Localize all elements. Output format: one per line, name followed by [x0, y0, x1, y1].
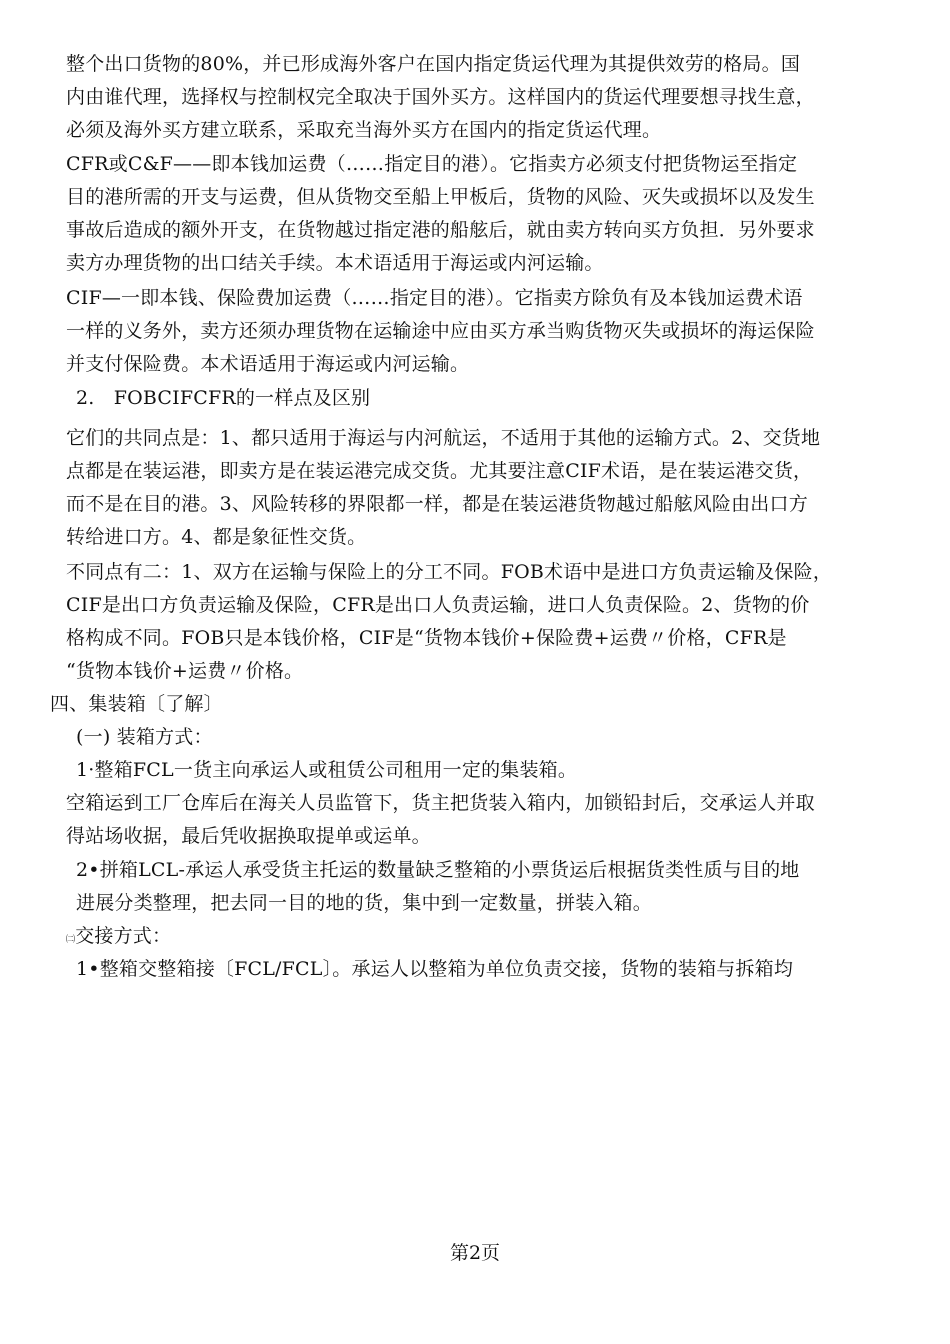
- body-line: 必须及海外买方建立联系，采取充当海外买方在国内的指定货运代理。: [66, 119, 662, 141]
- body-line: 目的港所需的开支与运费，但从货物交至船上甲板后，货物的风险、灭失或损坏以及发生: [66, 186, 815, 208]
- body-line: CIF是出口方负责运输及保险，CFR是出口人负责运输，进口人负责保险。2、货物的价: [66, 594, 810, 616]
- body-line: 它们的共同点是：1、都只适用于海运与内河航运，不适用于其他的运输方式。2、交货地: [66, 427, 821, 449]
- body-line: 事故后造成的额外开支，在货物越过指定港的船舷后，就由卖方转向买方负担．另外要求: [66, 219, 815, 241]
- subsection-heading: (一) 装箱方式：: [76, 726, 213, 748]
- page-number: 第2页: [449, 1242, 501, 1264]
- body-line: 1•整箱交整箱接〔FCL/FCL〕。承运人以整箱为单位负责交接，货物的装箱与拆箱均: [76, 958, 794, 980]
- body-line: 不同点有二：1、双方在运输与保险上的分工不同。FOB术语中是进口方负责运输及保险，: [66, 561, 833, 583]
- body-line: 内由谁代理，选择权与控制权完全取决于国外买方。这样国内的货运代理要想寻找生意，: [66, 86, 815, 108]
- body-line: CIF—一即本钱、保险费加运费（……指定目的港）。它指卖方除负有及本钱加运费术语: [66, 287, 803, 309]
- body-line: 得站场收据，最后凭收据换取提单或运单。: [66, 825, 431, 847]
- body-line: 卖方办理货物的出口结关手续。本术语适用于海运或内河运输。: [66, 252, 604, 274]
- body-line: 进展分类整理，把去同一目的地的货，集中到一定数量，拼装入箱。: [76, 892, 653, 914]
- subsection-heading-text: 交接方式：: [75, 925, 172, 947]
- body-line: 格构成不同。FOB只是本钱价格，CIF是“货物本钱价+保险费+运费〃价格，CFR是: [66, 627, 787, 649]
- body-line: 转给进口方。4、都是象征性交货。: [66, 526, 367, 548]
- body-line: 整个出口货物的80%，并已形成海外客户在国内指定货运代理为其提供效劳的格局。国: [66, 53, 801, 75]
- body-line: 点都是在装运港，即卖方是在装运港完成交货。尤其要注意CIF术语，是在装运港交货，: [66, 460, 813, 482]
- body-line: 一样的义务外，卖方还须办理货物在运输途中应由买方承当购货物灭失或损坏的海运保险: [66, 320, 815, 342]
- section-heading: 2. FOBCIFCFR的一样点及区别: [76, 387, 371, 409]
- body-line: CFR或C&F——即本钱加运费（……指定目的港）。它指卖方必须支付把货物运至指定: [66, 153, 798, 175]
- section-heading: 四、集装箱〔了解〕: [50, 693, 223, 715]
- body-line: 空箱运到工厂仓库后在海关人员监管下，货主把货装入箱内，加锁铅封后，交承运人并取: [66, 792, 815, 814]
- section-mark: ㈡: [66, 935, 76, 945]
- body-line: 1·整箱FCL一货主向承运人或租赁公司租用一定的集装箱。: [76, 759, 578, 781]
- body-line: “货物本钱价+运费〃价格。: [66, 660, 304, 682]
- body-line: 并支付保险费。本术语适用于海运或内河运输。: [66, 353, 470, 375]
- subsection-heading: [66, 921, 171, 951]
- body-line: 而不是在目的港。3、风险转移的界限都一样，都是在装运港货物越过船舷风险由出口方: [66, 493, 808, 515]
- body-line: 2•拼箱LCL-承运人承受货主托运的数量缺乏整箱的小票货运后根据货类性质与目的地: [76, 859, 800, 881]
